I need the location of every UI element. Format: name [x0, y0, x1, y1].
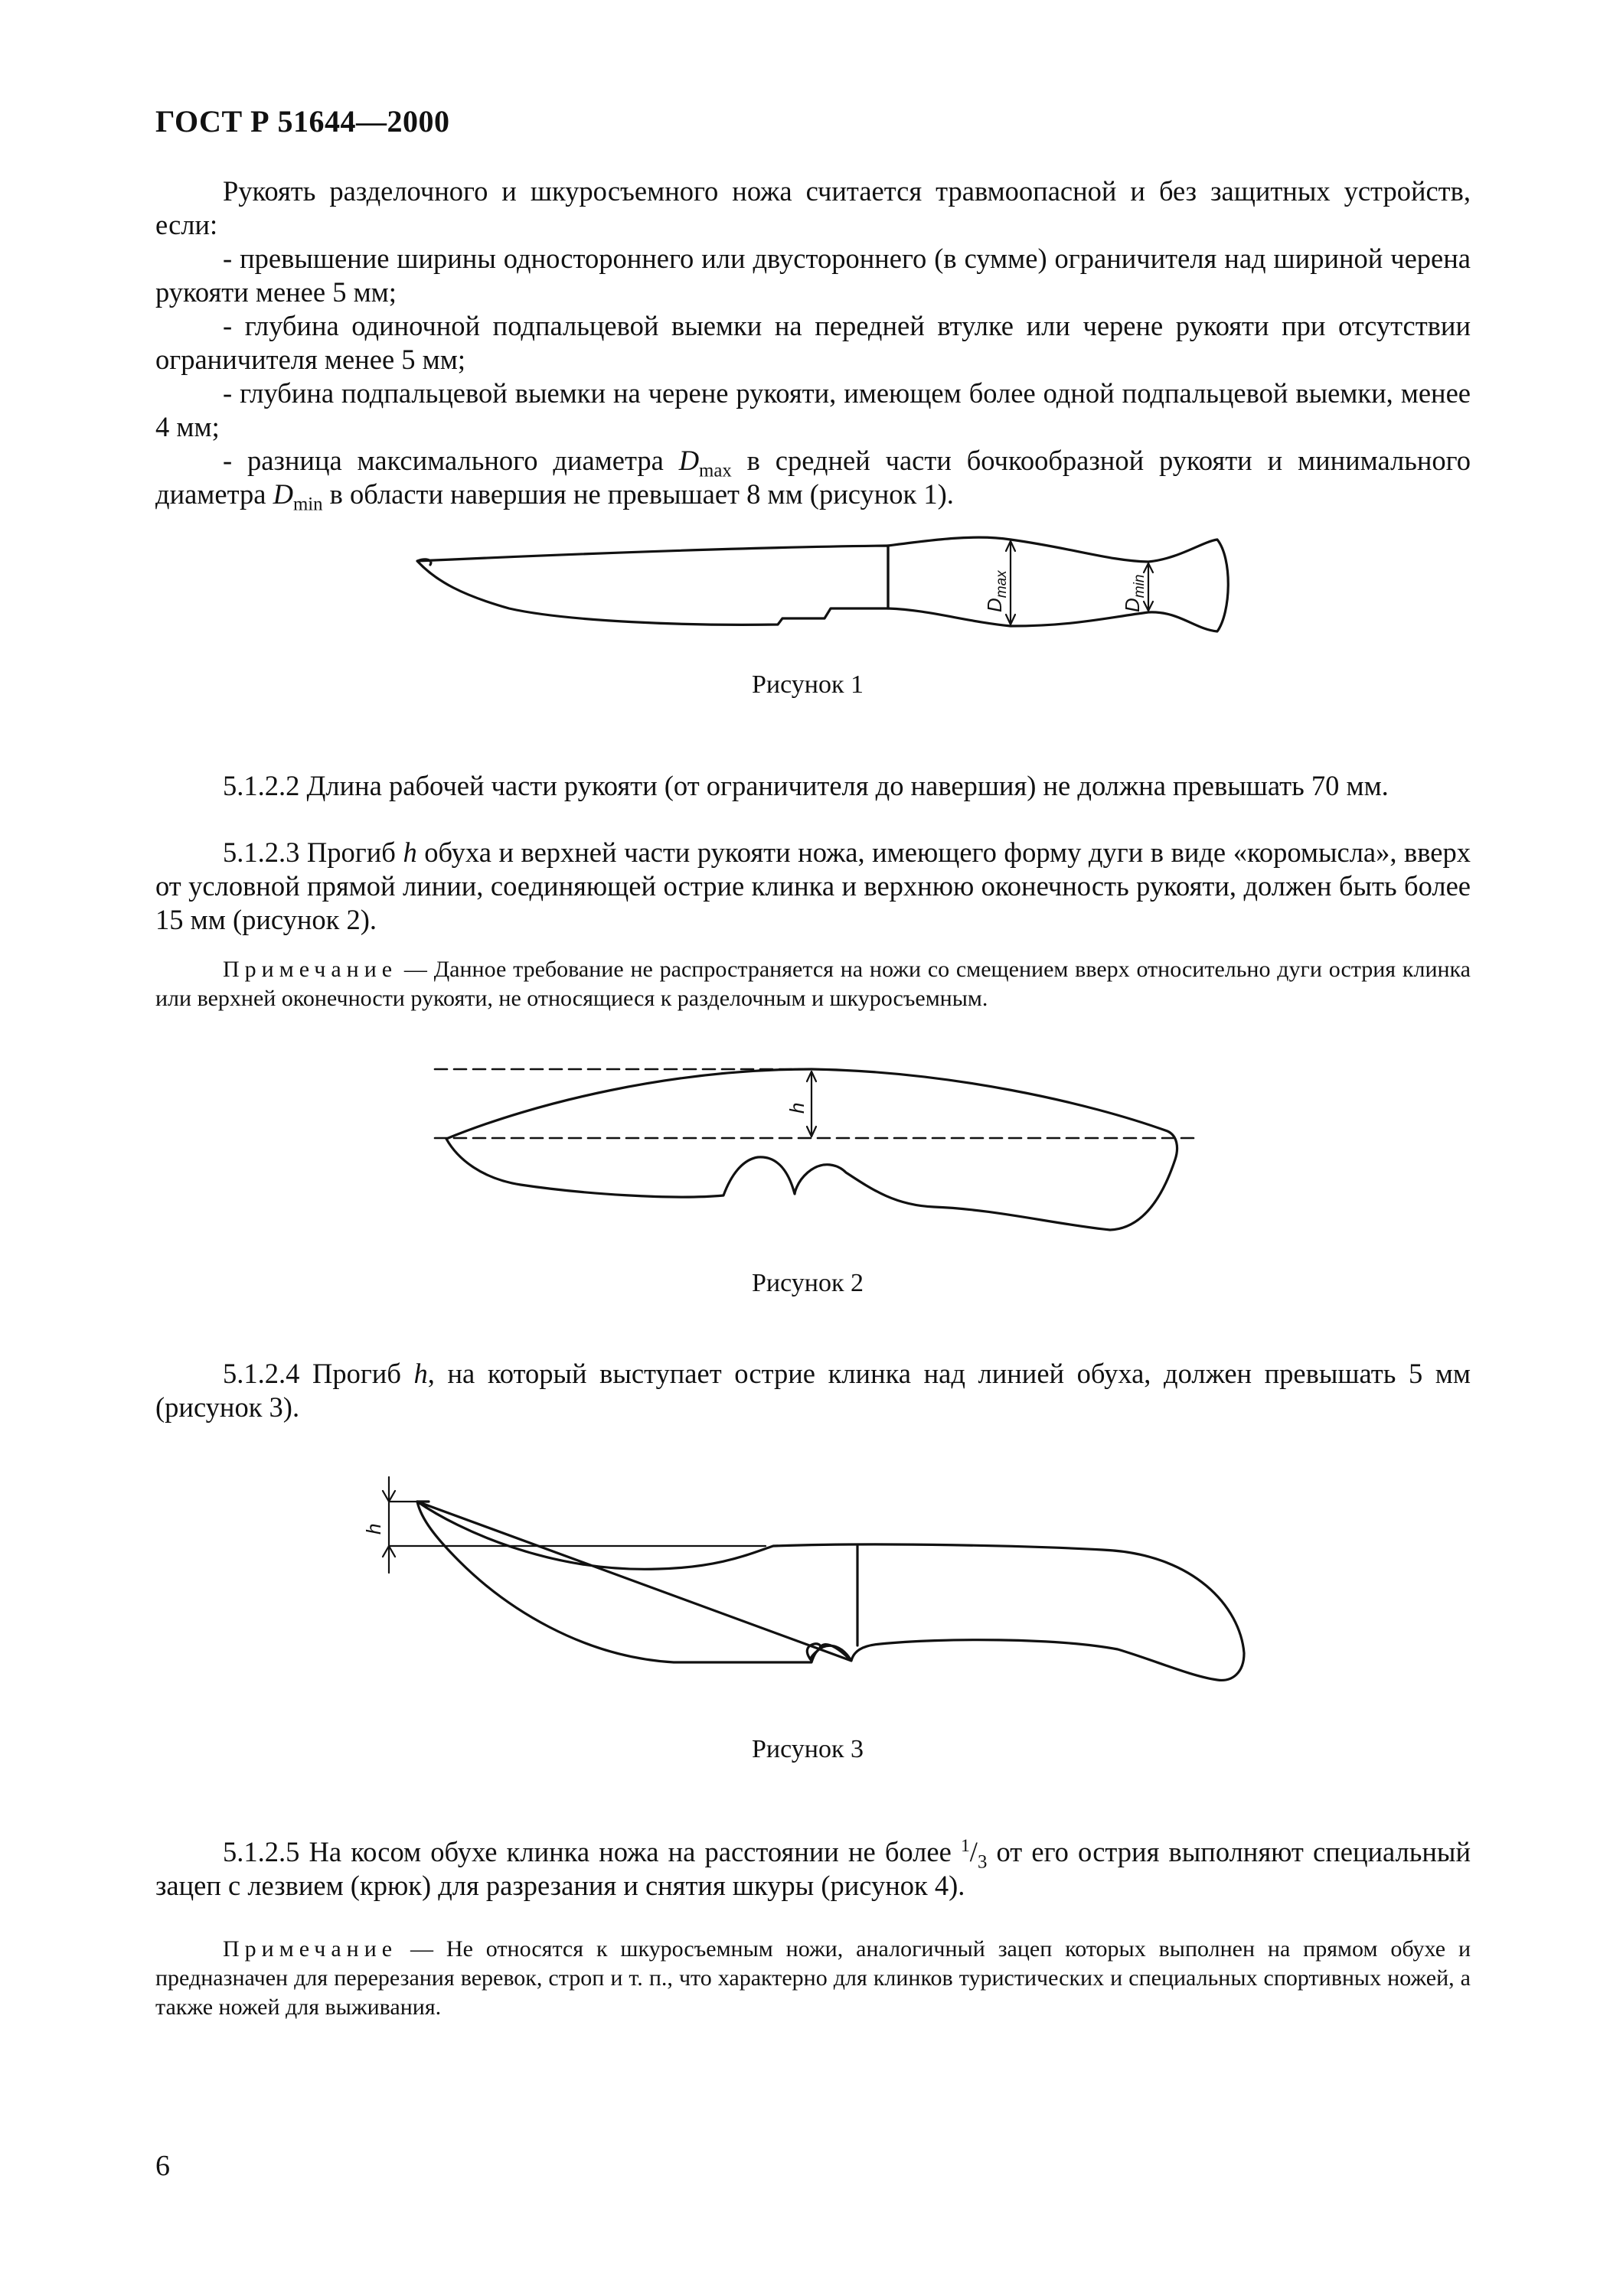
- list-item: - глубина подпальцевой выемки на черене рукояти, имеющем более одной подпальцевой выемки, менее 4 мм;: [155, 377, 1471, 442]
- intro-text: Рукоять разделочного и шкуросъемного ножа считается травмоопасной и без защитных устройств, если:: [155, 175, 1471, 240]
- note-label: Примечание: [223, 957, 398, 982]
- figure-2-caption: Рисунок 2: [752, 1269, 864, 1297]
- list-item: - глубина одиночной подпальцевой выемки на передней втулке или черене рукояти при отсутствии ограничителя менее 5 мм;: [155, 310, 1471, 375]
- document-header: ГОСТ Р 51644—2000: [155, 104, 450, 139]
- note-label: Примечание: [223, 1936, 398, 1962]
- fig2-h-label: h: [785, 1102, 808, 1114]
- note-2: Примечание — Не относятся к шкуросъемным ножи, аналогичный зацеп которых выполнен на прямом обухе и предназначен для перерезания веревок, строп и т. п., что характерно для клинков туристических и специальных спортивных ножей, а также ножей для выживания.: [155, 1936, 1471, 2020]
- figure-3-caption: Рисунок 3: [752, 1735, 864, 1763]
- note-1: Примечание — Данное требование не распространяется на ножи со смещением вверх относительно дуги острия клинка или верхней оконечности рукояти, не относящиеся к разделочным и шкуросъемным.: [155, 957, 1471, 1011]
- paragraph-5-1-2-4: 5.1.2.4 Прогиб h, на который выступает острие клинка над линией обуха, должен превышать 5 мм (рисунок 3).: [155, 1358, 1471, 1423]
- figure-1-caption: Рисунок 1: [752, 670, 864, 699]
- paragraph-5-1-2-5: 5.1.2.5 На косом обухе клинка ножа на расстоянии не более $^1/_3$ от его острия выполняют специальный зацеп с лезвием (крюк) для разрезания и снятия шкуры (рисунок 4).: [155, 1836, 1471, 1902]
- fig1-dmax-label: $D_{max}$: [983, 570, 1010, 612]
- fig1-dmin-label: $D_{min}$: [1121, 574, 1148, 612]
- fig3-h-label: h: [362, 1523, 385, 1534]
- list-item: - превышение ширины одностороннего или двустороннего (в сумме) ограничителя над шириной черена рукояти менее 5 мм;: [155, 243, 1471, 308]
- fig3-knife-outline: [417, 1502, 1244, 1680]
- paragraph-5-1-2-3: 5.1.2.3 Прогиб h обуха и верхней части рукояти ножа, имеющего форму дуги в виде «коромысла», вверх от условной прямой линии, соединяющей острие клинка и верхнюю оконечность рукояти, должен быть более 15 мм (рисунок 2).: [155, 837, 1471, 935]
- page-number: 6: [155, 2150, 170, 2182]
- paragraph-5-1-2-2: 5.1.2.2 Длина рабочей части рукояти (от ограничителя до навершия) не должна превышать 70 мм.: [223, 770, 1389, 801]
- list-item-diameter: - разница максимального диаметра $D_{max}$ в средней части бочкообразной рукояти и минимального диаметра $D_{min}$ в области навершия не превышает 8 мм (рисунок 1).: [155, 445, 1471, 515]
